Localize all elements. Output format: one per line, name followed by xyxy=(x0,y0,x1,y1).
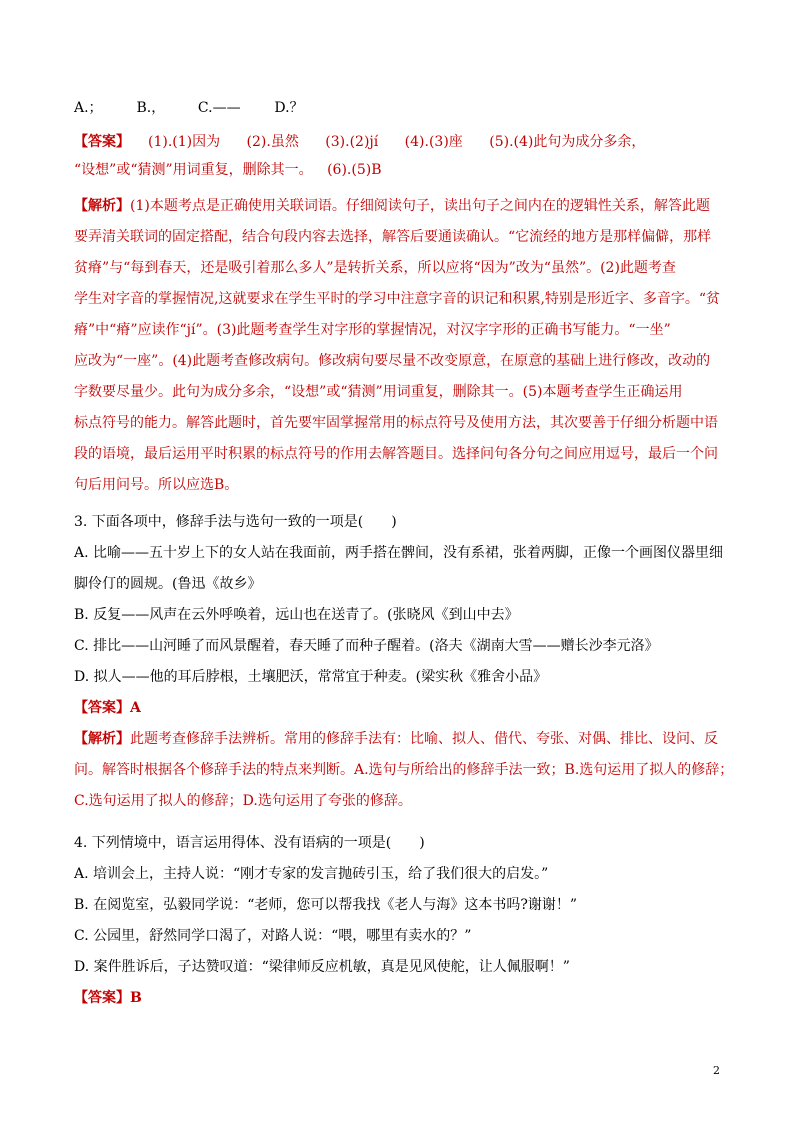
answer-line-1: (1).(1)因为 (2).虽然 (3).(2)jí (4).(3)座 (5).(4)此句为成分多余， xyxy=(148,134,646,150)
analysis-line: 应改为“一座”。(4)此题考查修改病句。修改病句要尽量不改变原意，在原意的基础上进行修改，改动的 xyxy=(74,353,711,369)
option-a: A.； xyxy=(74,100,103,116)
analysis-tag: 【解析】 xyxy=(74,731,130,747)
analysis-line: 贫瘠”与“每到春天，还是吸引着那么多人”是转折关系，所以应将“因为”改为“虽然”。(2)此题考查 xyxy=(74,260,676,276)
answer-line-2: “设想”或“猜测”用词重复，删除其一。 (6).(5)B xyxy=(74,162,382,178)
analysis-line: C.选句运用了拟人的修辞；D.选句运用了夸张的修辞。 xyxy=(74,793,412,809)
analysis-line: 段的语境，最后运用平时积累的标点符号的作用去解答题目。选择问句各分句之间应用逗号，最后一个问 xyxy=(74,446,718,462)
prev-answer xyxy=(74,132,645,152)
analysis-tag: 【解析】 xyxy=(74,198,130,214)
analysis-line: 字数要尽量少。此句为成分多余，“设想”或“猜测”用词重复，删除其一。(5)本题考查学生正确运用 xyxy=(74,384,683,400)
option-line: 脚伶仃的圆规。(鲁迅《故乡》 xyxy=(74,576,262,592)
analysis-line: 【解析】此题考查修辞手法辨析。常用的修辞手法有：比喻、拟人、借代、夸张、对偶、排比、设问、反 xyxy=(74,731,718,747)
option-d: D.？ xyxy=(274,100,304,116)
analysis-line: 学生对字音的掌握情况,这就要求在学生平时的学习中注意字音的识记和积累,特别是形近字、多音字。“贫 xyxy=(74,291,721,307)
option-c: C.—— xyxy=(197,100,241,116)
answer-line xyxy=(74,988,577,1019)
analysis-line: 要弄清关联词的固定搭配，结合句段内容去选择，解答后要通读确认。“它流经的地方是那样偏僻，那样 xyxy=(74,229,712,245)
page-number: 2 xyxy=(713,1064,720,1077)
analysis-line: 瘠”中“瘠”应读作“jí”。(3)此题考查学生对字形的掌握情况，对汉字字形的正确书写能力。“一坐” xyxy=(74,322,671,338)
question-stem: 3. 下面各项中，修辞手法与选句一致的一项是( ) xyxy=(74,514,397,530)
prev-analysis xyxy=(74,196,720,506)
option-line: C. 排比——山河睡了而风景醒着，春天睡了而种子醒着。(洛夫《湖南大雪——赠长沙李元洛》 xyxy=(74,638,659,654)
analysis-line: 问。解答时根据各个修辞手法的特点来判断。A.选句与所给出的修辞手法一致；B.选句运用了拟人的修辞； xyxy=(74,762,734,778)
option-line: D. 案件胜诉后，子达赞叹道：“梁律师反应机敏，真是见风使舵，让人佩服啊！” xyxy=(74,959,570,975)
option-line: D. 拟人——他的耳后脖根，土壤肥沃，常常宜于种麦。(梁实秋《雅舍小品》 xyxy=(74,669,548,685)
answer-line xyxy=(74,698,733,729)
answer-value: A xyxy=(130,700,141,716)
answer-tag: 【答案】 xyxy=(74,134,130,150)
prev-question-options xyxy=(74,98,304,118)
option-line: A. 比喻——五十岁上下的女人站在我面前，两手搭在髀间，没有系裙，张着两脚，正像一个画图仪器里细 xyxy=(74,545,724,561)
analysis-line: 句后用问号。所以应选B。 xyxy=(74,477,239,493)
analysis-line: 标点符号的能力。解答此题时，首先要牢固掌握常用的标点符号及使用方法，其次要善于仔细分析题中语 xyxy=(74,415,718,431)
answer-tag: 【答案】 xyxy=(74,990,130,1006)
question-3 xyxy=(74,512,733,822)
option-line: B. 反复——风声在云外呼唤着，远山也在送青了。(张晓风《到山中去》 xyxy=(74,607,519,623)
answer-value: B xyxy=(130,990,142,1006)
analysis-line: 【解析】(1)本题考点是正确使用关联词语。仔细阅读句子，读出句子之间内在的逻辑性关系，解答此题 xyxy=(74,198,710,214)
option-line: A. 培训会上，主持人说：“刚才专家的发言抛砖引玉，给了我们很大的启发。” xyxy=(74,866,549,882)
option-b: B.， xyxy=(136,100,166,116)
question-stem: 4. 下列情境中，语言运用得体、没有语病的一项是( ) xyxy=(74,835,425,851)
question-4 xyxy=(74,833,577,1019)
option-line: B. 在阅览室，弘毅同学说：“老师，您可以帮我找《老人与海》这本书吗?谢谢！” xyxy=(74,897,578,913)
answer-tag: 【答案】 xyxy=(74,700,130,716)
option-line: C. 公园里，舒然同学口渴了，对路人说：“喂，哪里有卖水的？” xyxy=(74,928,472,944)
